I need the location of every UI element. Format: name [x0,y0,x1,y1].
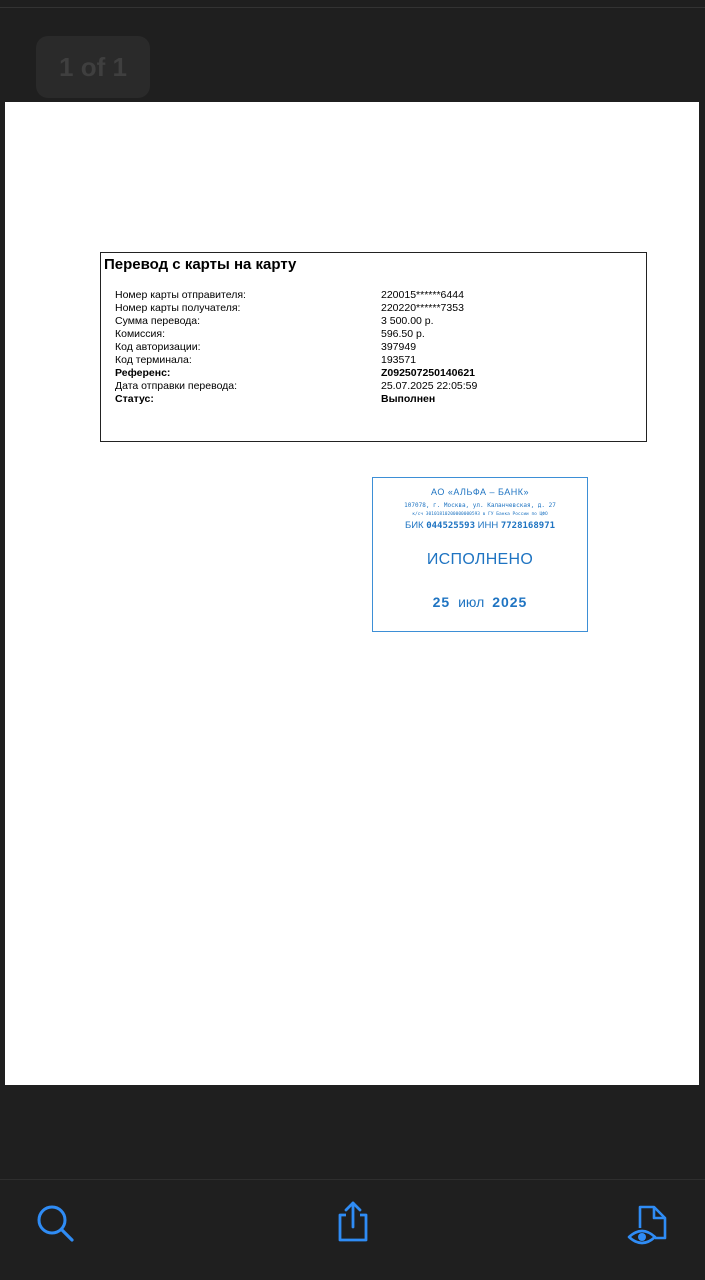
row-label: Номер карты отправителя: [115,289,246,301]
row-label: Номер карты получателя: [115,302,241,314]
top-divider [0,7,705,8]
row-value: 25.07.2025 22:05:59 [381,380,478,392]
document-eye-icon [626,1202,670,1246]
row-value: Z092507250140621 [381,367,476,379]
share-icon [331,1199,375,1243]
receipt-box [100,252,647,442]
receipt-title: Перевод с карты на карту [104,256,297,273]
row-value: 3 500.00 р. [381,315,434,327]
row-recipient-card [115,302,635,315]
stamp-inn-label: ИНН [477,520,499,531]
stamp-date-year: 2025 [492,594,528,610]
row-sender-card [115,289,635,302]
stamp-bank-name: АО «АЛЬФА – БАНК» [431,487,529,497]
stamp-bik-value: 044525593 [426,521,475,531]
stamp-date-month: июл [458,594,485,610]
search-button[interactable] [33,1201,77,1245]
row-label: Код авторизации: [115,341,201,353]
stamp-inn-value: 7728168971 [500,521,556,531]
row-status [115,393,635,406]
row-label: Код терминала: [115,354,192,366]
row-label: Сумма перевода: [115,315,201,327]
row-amount [115,315,635,328]
stamp-account: к/сч 30101810200000000593 в ГУ Банка России по ЦФО [412,512,548,517]
stamp-bik-label: БИК [404,520,424,531]
row-value: 193571 [381,354,417,366]
stamp-date [373,594,587,610]
toolbar-divider [0,1179,705,1180]
bank-stamp [372,477,588,632]
row-send-date [115,380,635,393]
stamp-address: 107078, г. Москва, ул. Каланчевская, д. 27 [404,502,556,509]
share-button[interactable] [331,1199,375,1243]
row-label: Статус: [115,393,154,405]
pdf-page[interactable] [5,102,699,1085]
stamp-bik-inn [373,520,587,531]
page-counter: 1 of 1 [36,36,150,98]
row-value: 397949 [381,341,417,353]
preview-button[interactable] [626,1202,670,1246]
row-label: Комиссия: [115,328,166,340]
stamp-date-day: 25 [432,594,451,610]
row-auth-code [115,341,635,354]
row-terminal-code [115,354,635,367]
row-commission [115,328,635,341]
magnifier-icon [33,1201,77,1245]
row-value: 220220******7353 [381,302,464,314]
row-value: 596.50 р. [381,328,425,340]
row-reference [115,367,635,380]
row-value: 220015******6444 [381,289,464,301]
row-label: Референс: [115,367,171,379]
stamp-status: ИСПОЛНЕНО [426,551,534,568]
row-value: Выполнен [381,393,436,405]
row-label: Дата отправки перевода: [115,380,238,392]
